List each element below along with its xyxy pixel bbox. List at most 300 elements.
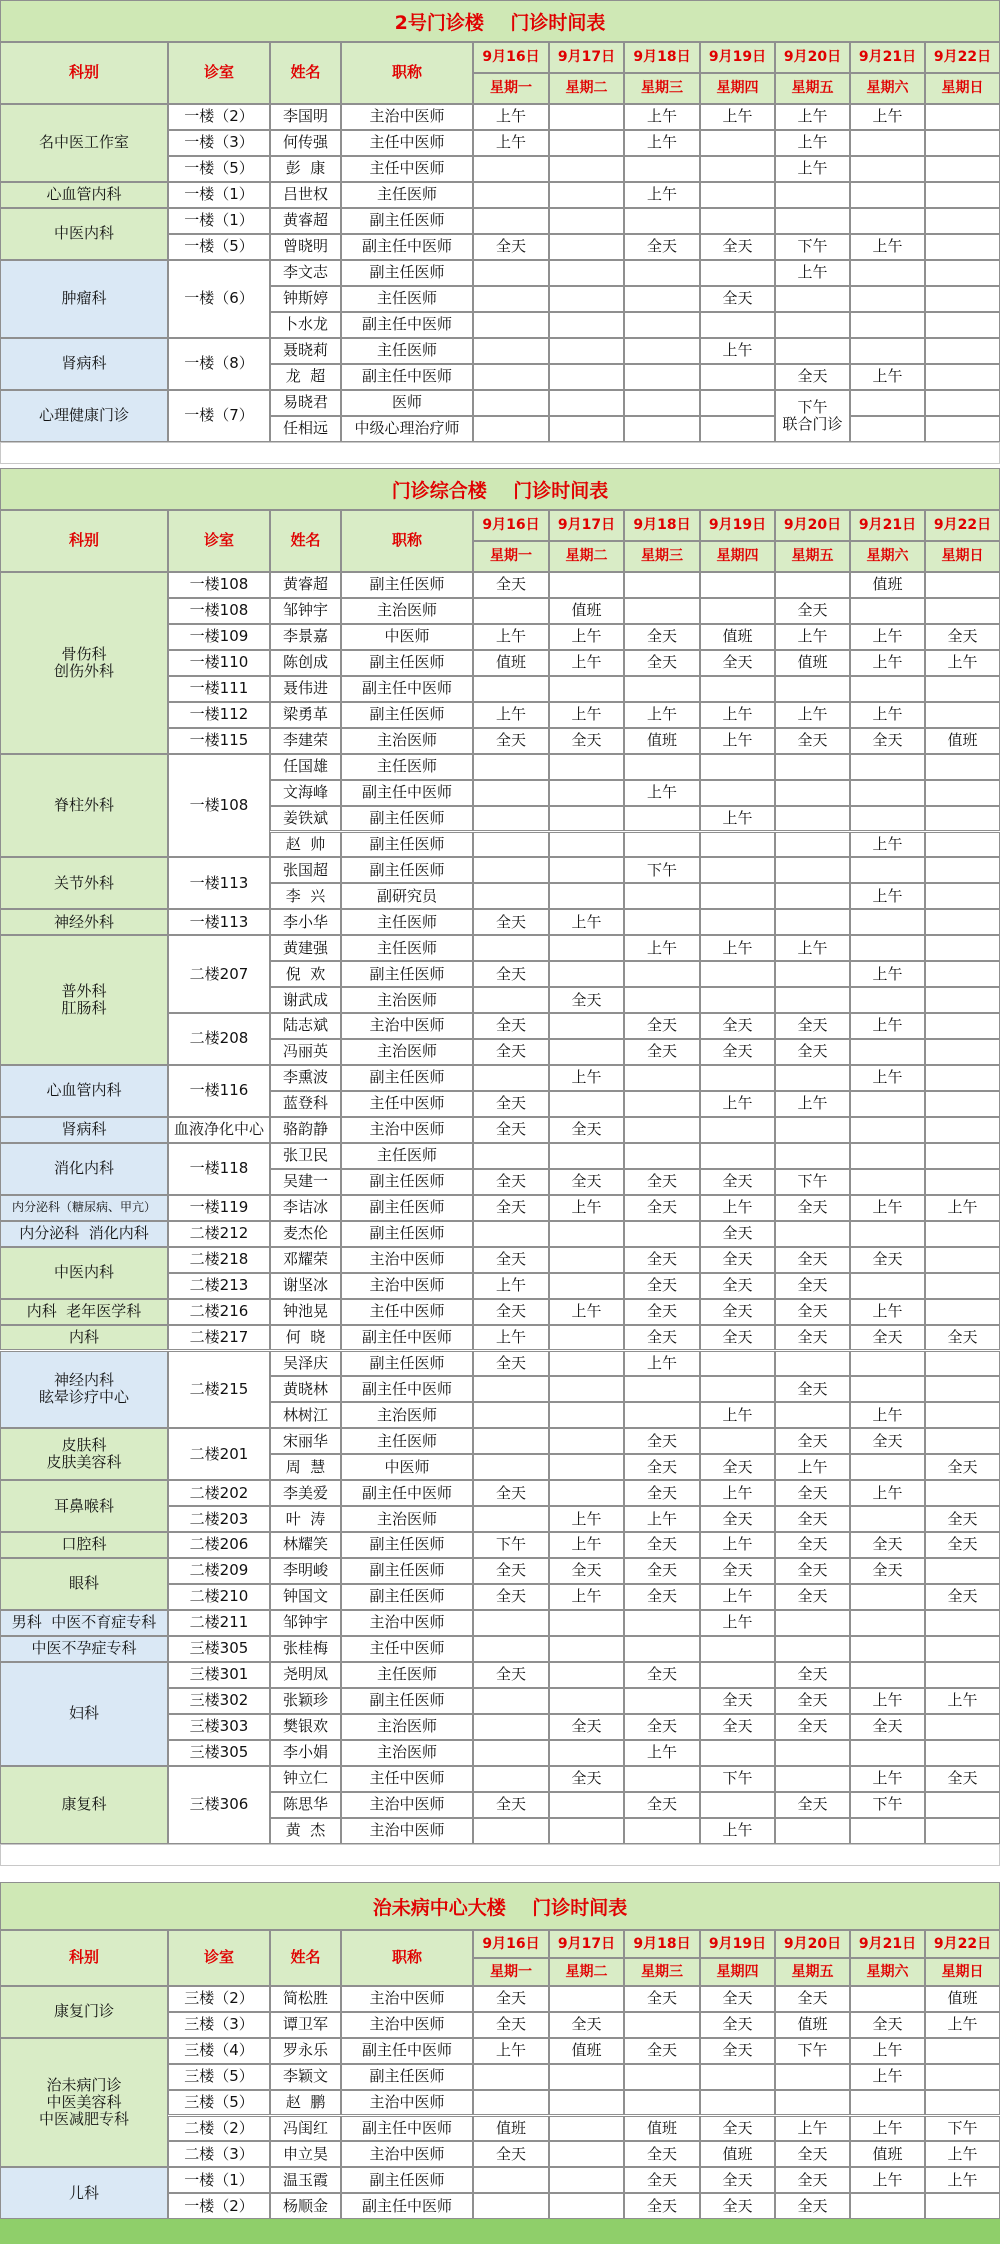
header-weekday: 星期日 <box>925 1958 1000 1986</box>
schedule-cell: 全天 <box>624 1169 700 1195</box>
doctor-title: 副主任医师 <box>341 208 473 234</box>
schedule-cell: 全天 <box>700 1169 775 1195</box>
schedule-cell: 上午 <box>925 1688 1000 1714</box>
schedule-cell: 全天 <box>473 1480 549 1506</box>
schedule-cell <box>850 935 925 961</box>
schedule-cell: 全天 <box>473 961 549 987</box>
schedule-cell: 全天 <box>775 1273 850 1299</box>
schedule-cell <box>549 104 624 130</box>
schedule-cell <box>473 1714 549 1740</box>
schedule-cell <box>925 780 1000 806</box>
doctor-title: 主任医师 <box>341 1662 473 1688</box>
header-date: 9月19日 <box>700 42 775 73</box>
doctor-title: 主任医师 <box>341 338 473 364</box>
schedule-cell <box>549 1454 624 1480</box>
schedule-cell <box>925 1428 1000 1454</box>
doctor-name: 李颖文 <box>270 2064 341 2090</box>
doctor-name: 彭 康 <box>270 156 341 182</box>
schedule-cell <box>775 780 850 806</box>
schedule-cell: 下午 <box>624 857 700 883</box>
header-date: 9月19日 <box>700 510 775 541</box>
schedule-cell <box>775 2064 850 2090</box>
schedule-cell: 全天 <box>775 1195 850 1221</box>
doctor-title: 主治中医师 <box>341 1610 473 1636</box>
schedule-cell: 值班 <box>700 624 775 650</box>
schedule-cell <box>925 1402 1000 1428</box>
schedule-cell <box>624 1376 700 1402</box>
schedule-cell <box>624 961 700 987</box>
schedule-cell <box>775 883 850 909</box>
schedule-cell <box>850 780 925 806</box>
schedule-cell: 全天 <box>624 1039 700 1065</box>
header-weekday: 星期二 <box>549 73 624 104</box>
room-cell: 三楼305 <box>168 1636 270 1662</box>
room-cell: 一楼（5） <box>168 234 270 260</box>
doctor-title: 副研究员 <box>341 883 473 909</box>
schedule-cell: 全天 <box>624 2167 700 2193</box>
doctor-name: 樊银欢 <box>270 1714 341 1740</box>
room-cell: 一楼（6） <box>168 260 270 338</box>
schedule-cell: 全天 <box>925 1454 1000 1480</box>
schedule-cell <box>925 2038 1000 2064</box>
schedule-cell: 上午 <box>700 1818 775 1844</box>
room-cell: 血液净化中心 <box>168 1117 270 1143</box>
doctor-name: 倪 欢 <box>270 961 341 987</box>
schedule-cell <box>925 857 1000 883</box>
schedule-cell: 上午 <box>775 624 850 650</box>
schedule-cell: 下午 <box>473 1532 549 1558</box>
schedule-cell: 全天 <box>700 2116 775 2142</box>
doctor-name: 张桂梅 <box>270 1636 341 1662</box>
room-cell: 二楼（3） <box>168 2141 270 2167</box>
schedule-cell: 上午 <box>700 935 775 961</box>
schedule-cell: 全天 <box>549 1117 624 1143</box>
doctor-title: 主任中医师 <box>341 1299 473 1325</box>
header-date: 9月21日 <box>850 1930 925 1958</box>
department-cell: 内分泌科 消化内科 <box>0 1221 168 1247</box>
schedule-cell: 全天 <box>624 1792 700 1818</box>
schedule-cell <box>775 832 850 858</box>
schedule-cell <box>700 780 775 806</box>
schedule-cell: 全天 <box>775 1325 850 1351</box>
room-cell: 一楼（2） <box>168 2193 270 2219</box>
room-cell: 二楼209 <box>168 1558 270 1584</box>
schedule-cell: 全天 <box>473 909 549 935</box>
schedule-cell <box>925 260 1000 286</box>
schedule-cell <box>925 1273 1000 1299</box>
schedule-cell <box>549 2116 624 2142</box>
doctor-name: 黄建强 <box>270 935 341 961</box>
doctor-title: 副主任中医师 <box>341 2038 473 2064</box>
schedule-cell <box>549 338 624 364</box>
room-cell: 一楼108 <box>168 572 270 598</box>
doctor-title: 主任中医师 <box>341 156 473 182</box>
schedule-cell: 上午 <box>473 104 549 130</box>
doctor-title: 副主任医师 <box>341 806 473 832</box>
header-date: 9月18日 <box>624 510 700 541</box>
schedule-cell: 全天 <box>700 1986 775 2012</box>
schedule-cell: 上午 <box>700 1091 775 1117</box>
schedule-cell <box>850 2193 925 2219</box>
schedule-cell: 全天 <box>775 728 850 754</box>
schedule-cell: 全天 <box>850 1428 925 1454</box>
schedule-cell: 全天 <box>473 1195 549 1221</box>
room-cell: 二楼202 <box>168 1480 270 1506</box>
doctor-title: 副主任医师 <box>341 2167 473 2193</box>
room-cell: 一楼116 <box>168 1065 270 1117</box>
schedule-cell <box>624 572 700 598</box>
doctor-name: 姜铁斌 <box>270 806 341 832</box>
schedule-cell <box>925 883 1000 909</box>
doctor-title: 副主任医师 <box>341 832 473 858</box>
schedule-cell: 上午 <box>549 1584 624 1610</box>
schedule-cell: 上午 <box>700 1195 775 1221</box>
doctor-name: 冯闺红 <box>270 2116 341 2142</box>
schedule-cell: 全天 <box>473 1662 549 1688</box>
schedule-cell <box>925 1610 1000 1636</box>
doctor-title: 主任医师 <box>341 182 473 208</box>
joint-clinic-cell: 下午 联合门诊 <box>775 390 850 442</box>
schedule-cell: 上午 <box>775 104 850 130</box>
section-title: 门诊综合楼 门诊时间表 <box>0 468 1000 510</box>
schedule-cell <box>549 754 624 780</box>
schedule-cell <box>775 1766 850 1792</box>
room-cell: 二楼203 <box>168 1506 270 1532</box>
schedule-cell <box>549 1792 624 1818</box>
schedule-cell: 值班 <box>925 1986 1000 2012</box>
schedule-cell <box>925 676 1000 702</box>
room-cell: 二楼213 <box>168 1273 270 1299</box>
schedule-cell <box>775 338 850 364</box>
schedule-cell: 上午 <box>925 2141 1000 2167</box>
doctor-title: 副主任医师 <box>341 961 473 987</box>
schedule-cell <box>549 1402 624 1428</box>
schedule-cell: 全天 <box>700 1325 775 1351</box>
doctor-title: 副主任医师 <box>341 572 473 598</box>
schedule-cell <box>549 1351 624 1377</box>
doctor-title: 副主任医师 <box>341 1532 473 1558</box>
doctor-name: 周 慧 <box>270 1454 341 1480</box>
schedule-cell: 上午 <box>549 1195 624 1221</box>
schedule-cell: 值班 <box>473 2116 549 2142</box>
schedule-cell: 上午 <box>850 104 925 130</box>
room-cell: 二楼206 <box>168 1532 270 1558</box>
schedule-cell: 上午 <box>549 1506 624 1532</box>
schedule-cell: 上午 <box>850 1065 925 1091</box>
room-cell: 三楼（3） <box>168 2012 270 2038</box>
schedule-cell <box>624 1688 700 1714</box>
schedule-cell: 全天 <box>925 1325 1000 1351</box>
doctor-name: 李小娟 <box>270 1740 341 1766</box>
schedule-cell <box>624 806 700 832</box>
schedule-cell: 上午 <box>624 702 700 728</box>
schedule-cell <box>473 260 549 286</box>
schedule-cell <box>925 598 1000 624</box>
schedule-cell <box>925 286 1000 312</box>
schedule-cell: 上午 <box>700 806 775 832</box>
doctor-name: 赵 帅 <box>270 832 341 858</box>
doctor-name: 钟立仁 <box>270 1766 341 1792</box>
schedule-cell: 上午 <box>775 1091 850 1117</box>
doctor-title: 主任医师 <box>341 909 473 935</box>
schedule-cell: 上午 <box>549 1065 624 1091</box>
schedule-cell <box>473 416 549 442</box>
schedule-cell: 全天 <box>850 1325 925 1351</box>
room-cell: 一楼113 <box>168 857 270 909</box>
doctor-title: 副主任医师 <box>341 1195 473 1221</box>
doctor-name: 李建荣 <box>270 728 341 754</box>
schedule-cell: 上午 <box>700 1584 775 1610</box>
room-cell: 三楼302 <box>168 1688 270 1714</box>
schedule-cell: 值班 <box>473 650 549 676</box>
doctor-title: 副主任医师 <box>341 650 473 676</box>
schedule-cell <box>700 156 775 182</box>
schedule-cell <box>549 1273 624 1299</box>
schedule-cell <box>624 1610 700 1636</box>
doctor-name: 李国明 <box>270 104 341 130</box>
doctor-title: 副主任中医师 <box>341 1376 473 1402</box>
schedule-cell <box>473 364 549 390</box>
schedule-cell <box>850 857 925 883</box>
schedule-cell <box>624 909 700 935</box>
schedule-cell <box>549 286 624 312</box>
doctor-name: 简松胜 <box>270 1986 341 2012</box>
schedule-cell: 全天 <box>624 234 700 260</box>
header-date: 9月20日 <box>775 1930 850 1958</box>
schedule-cell: 全天 <box>775 1688 850 1714</box>
header-date: 9月17日 <box>549 42 624 73</box>
room-cell: 二楼211 <box>168 1610 270 1636</box>
schedule-cell <box>850 390 925 416</box>
schedule-cell <box>700 2090 775 2116</box>
room-cell: 三楼306 <box>168 1766 270 1844</box>
department-cell: 儿科 <box>0 2167 168 2219</box>
schedule-cell: 上午 <box>925 1195 1000 1221</box>
room-cell: 二楼216 <box>168 1299 270 1325</box>
schedule-cell <box>850 338 925 364</box>
schedule-cell <box>925 1143 1000 1169</box>
schedule-cell: 上午 <box>700 1402 775 1428</box>
schedule-cell <box>850 1662 925 1688</box>
doctor-name: 李小华 <box>270 909 341 935</box>
doctor-name: 邹钟宇 <box>270 1610 341 1636</box>
doctor-name: 谢坚冰 <box>270 1273 341 1299</box>
schedule-cell <box>473 1610 549 1636</box>
schedule-cell: 上午 <box>700 1480 775 1506</box>
doctor-name: 邹钟宇 <box>270 598 341 624</box>
schedule-cell: 全天 <box>624 1986 700 2012</box>
schedule-cell: 全天 <box>624 1299 700 1325</box>
schedule-cell: 全天 <box>850 1532 925 1558</box>
schedule-cell: 全天 <box>473 728 549 754</box>
header-title: 职称 <box>341 1930 473 1986</box>
header-date: 9月18日 <box>624 42 700 73</box>
schedule-cell <box>624 676 700 702</box>
schedule-cell <box>775 208 850 234</box>
room-cell: 一楼（3） <box>168 130 270 156</box>
schedule-cell <box>850 1818 925 1844</box>
schedule-cell <box>850 1273 925 1299</box>
header-date: 9月16日 <box>473 510 549 541</box>
room-cell: 二楼215 <box>168 1351 270 1429</box>
schedule-cell <box>473 1688 549 1714</box>
schedule-cell <box>473 676 549 702</box>
section-spacer <box>0 442 1000 464</box>
schedule-cell <box>549 1740 624 1766</box>
schedule-cell <box>775 1740 850 1766</box>
schedule-cell <box>473 987 549 1013</box>
doctor-title: 主任医师 <box>341 754 473 780</box>
schedule-cell: 上午 <box>850 2116 925 2142</box>
schedule-cell <box>775 1818 850 1844</box>
schedule-cell: 全天 <box>549 1558 624 1584</box>
schedule-cell <box>549 416 624 442</box>
schedule-cell <box>549 390 624 416</box>
schedule-cell: 全天 <box>775 598 850 624</box>
schedule-cell <box>850 1376 925 1402</box>
schedule-cell <box>549 2193 624 2219</box>
schedule-cell: 上午 <box>700 104 775 130</box>
schedule-cell: 全天 <box>700 1688 775 1714</box>
schedule-cell <box>700 2064 775 2090</box>
schedule-cell <box>925 2193 1000 2219</box>
header-weekday: 星期三 <box>624 73 700 104</box>
department-cell: 心理健康门诊 <box>0 390 168 442</box>
header-dept: 科别 <box>0 42 168 104</box>
schedule-cell <box>473 935 549 961</box>
doctor-title: 副主任中医师 <box>341 2116 473 2142</box>
schedule-cell <box>925 961 1000 987</box>
schedule-cell: 上午 <box>775 156 850 182</box>
schedule-cell <box>549 780 624 806</box>
doctor-title: 主任中医师 <box>341 130 473 156</box>
schedule-cell <box>549 806 624 832</box>
schedule-cell <box>925 234 1000 260</box>
schedule-cell <box>850 754 925 780</box>
doctor-title: 副主任中医师 <box>341 780 473 806</box>
doctor-name: 张颖珍 <box>270 1688 341 1714</box>
header-date: 9月22日 <box>925 510 1000 541</box>
schedule-cell: 全天 <box>624 2038 700 2064</box>
schedule-cell <box>624 2064 700 2090</box>
schedule-cell <box>473 754 549 780</box>
schedule-cell <box>925 1558 1000 1584</box>
schedule-cell <box>925 390 1000 416</box>
schedule-cell: 全天 <box>775 1480 850 1506</box>
schedule-cell <box>925 1714 1000 1740</box>
schedule-cell: 上午 <box>850 234 925 260</box>
schedule-cell <box>700 1065 775 1091</box>
schedule-cell: 全天 <box>473 572 549 598</box>
doctor-title: 主治中医师 <box>341 1818 473 1844</box>
schedule-cell: 全天 <box>700 650 775 676</box>
department-cell: 普外科 肛肠科 <box>0 935 168 1065</box>
department-cell: 消化内科 <box>0 1143 168 1195</box>
schedule-cell: 全天 <box>624 1714 700 1740</box>
schedule-cell: 全天 <box>775 2141 850 2167</box>
schedule-cell <box>473 1740 549 1766</box>
schedule-cell: 全天 <box>775 1532 850 1558</box>
schedule-cell: 上午 <box>700 1610 775 1636</box>
schedule-cell: 全天 <box>549 1714 624 1740</box>
schedule-cell: 上午 <box>624 104 700 130</box>
department-cell: 内分泌科（糖尿病、甲亢） <box>0 1195 168 1221</box>
header-name: 姓名 <box>270 1930 341 1986</box>
schedule-cell <box>700 857 775 883</box>
schedule-cell: 值班 <box>850 2141 925 2167</box>
header-weekday: 星期二 <box>549 541 624 572</box>
schedule-cell <box>850 156 925 182</box>
schedule-cell: 上午 <box>473 624 549 650</box>
schedule-cell <box>549 156 624 182</box>
schedule-cell <box>850 312 925 338</box>
schedule-cell <box>850 1039 925 1065</box>
header-weekday: 星期六 <box>850 73 925 104</box>
schedule-cell <box>850 1740 925 1766</box>
schedule-cell <box>925 1818 1000 1844</box>
schedule-cell <box>473 286 549 312</box>
schedule-cell <box>473 1065 549 1091</box>
doctor-name: 李明峻 <box>270 1558 341 1584</box>
schedule-cell <box>700 1428 775 1454</box>
schedule-cell <box>925 312 1000 338</box>
schedule-cell <box>549 857 624 883</box>
room-cell: 一楼108 <box>168 754 270 858</box>
schedule-cell <box>925 1039 1000 1065</box>
doctor-name: 黄 杰 <box>270 1818 341 1844</box>
doctor-title: 副主任医师 <box>341 1558 473 1584</box>
schedule-cell <box>700 883 775 909</box>
doctor-name: 黄睿超 <box>270 208 341 234</box>
schedule-cell: 上午 <box>549 1299 624 1325</box>
schedule-cell <box>850 260 925 286</box>
schedule-cell: 上午 <box>850 624 925 650</box>
department-cell: 名中医工作室 <box>0 104 168 182</box>
schedule-cell <box>700 1792 775 1818</box>
doctor-name: 任国雄 <box>270 754 341 780</box>
doctor-name: 邓耀荣 <box>270 1247 341 1273</box>
schedule-cell <box>624 598 700 624</box>
department-cell: 耳鼻喉科 <box>0 1480 168 1532</box>
doctor-name: 任相远 <box>270 416 341 442</box>
schedule-cell: 上午 <box>850 1402 925 1428</box>
schedule-cell <box>549 234 624 260</box>
room-cell: 一楼（1） <box>168 208 270 234</box>
header-weekday: 星期一 <box>473 1958 549 1986</box>
schedule-cell <box>624 1065 700 1091</box>
header-room: 诊室 <box>168 42 270 104</box>
department-cell: 中医内科 <box>0 1247 168 1299</box>
schedule-cell <box>925 1792 1000 1818</box>
doctor-title: 主治医师 <box>341 598 473 624</box>
doctor-title: 主治中医师 <box>341 1273 473 1299</box>
schedule-cell: 全天 <box>549 987 624 1013</box>
schedule-cell <box>624 390 700 416</box>
schedule-cell: 全天 <box>700 1039 775 1065</box>
room-cell: 一楼（1） <box>168 2167 270 2193</box>
doctor-name: 李诘冰 <box>270 1195 341 1221</box>
schedule-cell <box>925 754 1000 780</box>
schedule-cell <box>473 2090 549 2116</box>
doctor-title: 主治中医师 <box>341 1792 473 1818</box>
schedule-cell: 全天 <box>549 2012 624 2038</box>
schedule-cell <box>700 987 775 1013</box>
header-date: 9月19日 <box>700 1930 775 1958</box>
schedule-cell <box>775 182 850 208</box>
schedule-cell <box>925 935 1000 961</box>
doctor-title: 医师 <box>341 390 473 416</box>
schedule-cell <box>624 2012 700 2038</box>
